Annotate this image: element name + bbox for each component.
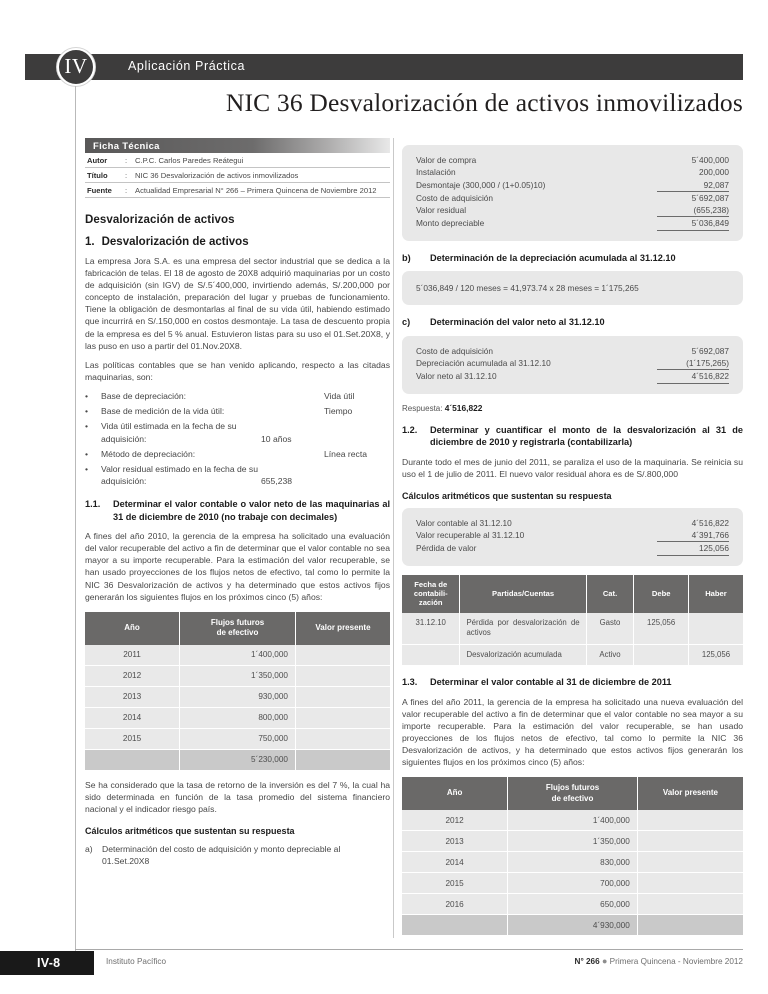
column-header-debe: Debe bbox=[634, 575, 689, 613]
ficha-key-autor: Autor bbox=[87, 155, 108, 165]
column-header-future-flows bbox=[180, 612, 296, 645]
cell-year: 2016 bbox=[402, 894, 508, 915]
column-header-present-value: Valor presente bbox=[637, 777, 743, 810]
table-row bbox=[85, 707, 390, 728]
bullet-dot-icon: • bbox=[85, 390, 89, 401]
item-b-letter: b) bbox=[402, 252, 411, 263]
policy-value: Tiempo bbox=[324, 406, 353, 417]
cell-pv bbox=[637, 873, 743, 894]
column-header-present-value: Valor presente bbox=[295, 612, 390, 645]
cell-partida: Desvalorización acumulada bbox=[460, 644, 586, 665]
calc-row bbox=[416, 357, 729, 370]
policy-value: Vida útil bbox=[324, 390, 355, 401]
page-number: IV-8 bbox=[37, 956, 61, 970]
table-row bbox=[402, 613, 743, 644]
net-value-box bbox=[402, 336, 743, 394]
calc-value: 4´391,766 bbox=[657, 529, 729, 542]
footer-issue-period: Primera Quincena - Noviembre 2012 bbox=[609, 957, 743, 966]
calc-row bbox=[416, 154, 729, 166]
depreciation-formula-box bbox=[402, 271, 743, 305]
calc-row bbox=[416, 217, 729, 230]
section-1-number: 1. bbox=[85, 236, 95, 248]
policies-list bbox=[85, 390, 390, 487]
item-a-letter: a) bbox=[85, 844, 93, 855]
page-title: NIC 36 Desvalorización de activos inmovilizados bbox=[225, 88, 743, 117]
item-b-text: Determinación de la depreciación acumulada al 31.12.10 bbox=[430, 252, 676, 263]
cell-flow: 1´350,000 bbox=[180, 665, 296, 686]
list-item bbox=[85, 463, 390, 487]
cell-fecha bbox=[402, 644, 460, 665]
question-1-3-heading bbox=[402, 676, 743, 688]
section-header-bar bbox=[25, 54, 743, 80]
question-1-3-number: 1.3. bbox=[402, 677, 418, 688]
cell-total-pv bbox=[295, 749, 390, 770]
cell-total-year bbox=[402, 915, 508, 936]
ficha-sep-titulo: : bbox=[125, 170, 128, 180]
cash-flow-table-2012-2016 bbox=[402, 777, 743, 935]
calc-value: (1´175,265) bbox=[657, 357, 729, 370]
respuesta-value: 4´516,822 bbox=[444, 402, 483, 413]
calc-label: Desmontaje (300,000 / (1+0.05)10) bbox=[416, 179, 546, 190]
calc-value: 4´516,822 bbox=[691, 517, 729, 528]
cell-total-flow: 5´230,000 bbox=[180, 749, 296, 770]
respuesta-label: Respuesta: bbox=[402, 403, 443, 413]
header-line-2: de efectivo bbox=[216, 628, 259, 638]
column-header-cat: Cat. bbox=[586, 575, 634, 613]
calc-label: Costo de adquisición bbox=[416, 192, 494, 203]
cell-total-flow: 4´930,000 bbox=[508, 915, 638, 936]
table-row bbox=[402, 831, 743, 852]
cell-year: 2015 bbox=[402, 873, 508, 894]
calc-value: 200,000 bbox=[699, 167, 729, 178]
impairment-loss-box bbox=[402, 508, 743, 566]
calc-value: 125,056 bbox=[657, 542, 729, 555]
header-line-1: Flujos futuros bbox=[545, 783, 600, 793]
column-header-haber: Haber bbox=[688, 575, 743, 613]
column-header-future-flows bbox=[508, 777, 638, 810]
header-line-3: zación bbox=[418, 598, 443, 608]
list-item bbox=[85, 405, 390, 417]
cell-total-pv bbox=[637, 915, 743, 936]
calc-label: Depreciación acumulada al 31.12.10 bbox=[416, 358, 551, 369]
cell-pv bbox=[295, 728, 390, 749]
table-row bbox=[402, 852, 743, 873]
ficha-tecnica-box bbox=[85, 138, 390, 198]
cell-flow: 800,000 bbox=[180, 707, 296, 728]
question-1-3-text: Determinar el valor contable al 31 de diciembre de 2011 bbox=[430, 677, 672, 688]
cell-flow: 1´400,000 bbox=[508, 810, 638, 831]
cell-year: 2011 bbox=[85, 645, 180, 666]
list-item bbox=[85, 448, 390, 460]
footer-issue-info bbox=[575, 956, 743, 966]
cell-partida: Pérdida por desvalorización de activos bbox=[460, 613, 586, 644]
question-1-1-number: 1.1. bbox=[85, 499, 101, 510]
calc-value: 4´516,822 bbox=[657, 370, 729, 383]
cell-fecha: 31.12.10 bbox=[402, 613, 460, 644]
cell-year: 2014 bbox=[85, 707, 180, 728]
calc-label: Valor contable al 31.12.10 bbox=[416, 517, 512, 528]
cell-flow: 1´400,000 bbox=[180, 645, 296, 666]
ficha-sep-fuente: : bbox=[125, 185, 128, 195]
cell-year: 2013 bbox=[85, 686, 180, 707]
ficha-tecnica-title: Ficha Técnica bbox=[85, 138, 390, 153]
column-header-year: Año bbox=[85, 612, 180, 645]
cell-pv bbox=[295, 707, 390, 728]
calc-label: Valor de compra bbox=[416, 155, 477, 165]
question-1-2-number: 1.2. bbox=[402, 424, 418, 435]
policy-label: Valor residual estimado en la fecha de su adquisición: bbox=[101, 463, 259, 487]
table-row bbox=[402, 894, 743, 915]
section-number-badge: IV bbox=[57, 48, 95, 86]
left-margin-rule bbox=[75, 86, 76, 951]
left-column bbox=[85, 138, 390, 871]
cell-flow: 830,000 bbox=[508, 852, 638, 873]
table-header-row bbox=[85, 612, 390, 645]
calc-row bbox=[416, 192, 729, 204]
calc-row bbox=[416, 529, 729, 542]
ficha-value-fuente: Actualidad Empresarial N° 266 – Primera Quincena de Noviembre 2012 bbox=[135, 185, 377, 195]
paragraph-return-rate: Se ha considerado que la tasa de retorno de la inversión es del 7 %, la cual ha sido determinada en función de la tasa promedio del sistema financiero nacional y el indicador riesgo país. bbox=[85, 779, 390, 814]
cell-flow: 700,000 bbox=[508, 873, 638, 894]
item-c-letter: c) bbox=[402, 317, 411, 328]
article-heading: Desvalorización de activos bbox=[85, 214, 235, 226]
calc-value: 5´036,849 bbox=[657, 217, 729, 230]
policy-value: 655,238 bbox=[261, 476, 293, 487]
cell-year: 2012 bbox=[402, 810, 508, 831]
table-row bbox=[402, 644, 743, 665]
cell-pv bbox=[637, 852, 743, 873]
table-row bbox=[402, 873, 743, 894]
cell-pv bbox=[295, 645, 390, 666]
column-header-fecha bbox=[402, 575, 460, 613]
header-line-1: Flujos futuros bbox=[210, 617, 265, 627]
policy-label: Método de depreciación: bbox=[101, 448, 196, 459]
item-b-heading bbox=[402, 252, 743, 264]
ficha-value-titulo: NIC 36 Desvalorización de activos inmovilizados bbox=[135, 170, 299, 180]
bullet-dot-icon: • bbox=[85, 421, 89, 432]
calc-label: Costo de adquisición bbox=[416, 345, 494, 356]
cell-total-year bbox=[85, 749, 180, 770]
column-header-year: Año bbox=[402, 777, 508, 810]
cell-debe: 125,056 bbox=[634, 613, 689, 644]
acquisition-cost-box bbox=[402, 145, 743, 241]
cell-year: 2012 bbox=[85, 665, 180, 686]
cell-haber bbox=[688, 613, 743, 644]
cell-year: 2015 bbox=[85, 728, 180, 749]
cell-year: 2014 bbox=[402, 852, 508, 873]
list-item bbox=[85, 420, 390, 444]
item-c-heading bbox=[402, 316, 743, 328]
policy-value: Línea recta bbox=[324, 448, 367, 459]
cell-pv bbox=[295, 665, 390, 686]
paragraph-policies-intro: Las políticas contables que se han venido aplicando, respecto a las citadas maquinarias, son: bbox=[85, 359, 390, 382]
footer-publisher: Instituto Pacífico bbox=[106, 957, 167, 966]
calc-row bbox=[416, 204, 729, 217]
section-1-heading bbox=[85, 236, 390, 248]
policy-label: Base de depreciación: bbox=[101, 390, 187, 401]
table-header-row bbox=[402, 777, 743, 810]
table-row bbox=[85, 645, 390, 666]
table-row bbox=[85, 728, 390, 749]
ficha-value-autor: C.P.C. Carlos Paredes Reátegui bbox=[135, 155, 244, 165]
ficha-sep-autor: : bbox=[125, 155, 128, 165]
footer-separator-dot-icon: ● bbox=[601, 956, 608, 966]
calc-row bbox=[416, 166, 729, 178]
table-row bbox=[85, 665, 390, 686]
cell-pv bbox=[637, 831, 743, 852]
calc-row bbox=[416, 345, 729, 357]
cell-flow: 930,000 bbox=[180, 686, 296, 707]
cell-flow: 1´350,000 bbox=[508, 831, 638, 852]
cell-cat: Gasto bbox=[586, 613, 634, 644]
calc-row bbox=[416, 542, 729, 555]
bullet-dot-icon: • bbox=[85, 448, 89, 459]
cell-pv bbox=[295, 686, 390, 707]
section-1-title: Desvalorización de activos bbox=[101, 236, 249, 248]
policy-label: Base de medición de la vida útil: bbox=[101, 406, 225, 417]
policy-label: Vida útil estimada en la fecha de su adquisición: bbox=[101, 421, 237, 444]
calc-value: 92,087 bbox=[657, 179, 729, 192]
calc-label: Valor neto al 31.12.10 bbox=[416, 371, 497, 382]
policy-value: 10 años bbox=[261, 433, 292, 444]
calc-value: 5´692,087 bbox=[691, 345, 729, 356]
calc-heading-right: Cálculos aritméticos que sustentan su respuesta bbox=[402, 490, 612, 501]
table-total-row bbox=[85, 749, 390, 770]
table-total-row bbox=[402, 915, 743, 936]
paragraph-intro: La empresa Jora S.A. es una empresa del sector industrial que se dedica a la fabricación de telas. El 18 de agosto de 20X8 adquirió maquinarias por un costo de adquisición (sin IGV) de S/.5´400,000, invirtiendo además, S/.200,000 por concepto de instalación, preparación del lugar y pruebas de funcionamiento. Tiene la obligación de desmontarlas al final de su vida útil, habiendo estimado que incurrirá en S/.150,000 en costos desmontaje. La tasa de descuento propia de la empresa es del 5 % anual. Estuvieron listas para su uso el 01.Set.20X8, y las puso en uso a partir del 01.Nov.20X8. bbox=[85, 256, 390, 351]
right-column bbox=[402, 138, 743, 944]
table-row bbox=[402, 810, 743, 831]
cell-year: 2013 bbox=[402, 831, 508, 852]
footer-rule bbox=[75, 949, 743, 950]
ficha-key-titulo: Título bbox=[87, 170, 108, 180]
section-label: Aplicación Práctica bbox=[128, 59, 246, 73]
calc-row bbox=[416, 179, 729, 192]
page-number-tab bbox=[0, 951, 94, 975]
calc-label: Valor residual bbox=[416, 205, 467, 216]
question-1-1-heading bbox=[85, 498, 390, 523]
list-item bbox=[85, 390, 390, 402]
bullet-dot-icon: • bbox=[85, 406, 89, 417]
cell-pv bbox=[637, 810, 743, 831]
table-header-row bbox=[402, 575, 743, 613]
header-line-2: de efectivo bbox=[551, 793, 594, 803]
cell-flow: 750,000 bbox=[180, 728, 296, 749]
ficha-row-autor bbox=[85, 153, 390, 168]
question-1-2-heading bbox=[402, 424, 743, 449]
question-1-1-text: Determinar el valor contable o valor neto de las maquinarias al 31 de diciembre de 2010 (no trabaje con decimales) bbox=[113, 499, 390, 522]
header-line-1: Fecha de bbox=[414, 579, 448, 589]
ficha-row-titulo bbox=[85, 168, 390, 183]
cash-flow-table-2011-2015 bbox=[85, 612, 390, 770]
calc-value: 5´692,087 bbox=[691, 192, 729, 203]
calc-label: Instalación bbox=[416, 167, 456, 178]
cell-haber: 125,056 bbox=[688, 644, 743, 665]
cell-flow: 650,000 bbox=[508, 894, 638, 915]
item-a-text: Determinación del costo de adquisición y monto depreciable al 01.Set.20X8 bbox=[102, 844, 341, 867]
question-1-2-text: Determinar y cuantificar el monto de la desvalorización al 31 de diciembre de 2010 y registrarla (contabilizarla) bbox=[430, 424, 743, 448]
ficha-row-fuente bbox=[85, 183, 390, 198]
cell-pv bbox=[637, 894, 743, 915]
bullet-dot-icon: • bbox=[85, 463, 89, 474]
item-a bbox=[85, 843, 390, 867]
calc-heading-left: Cálculos aritméticos que sustentan su respuesta bbox=[85, 826, 295, 837]
calc-row bbox=[416, 517, 729, 529]
cell-debe bbox=[634, 644, 689, 665]
depreciation-formula: 5´036,849 / 120 meses = 41,973.74 x 28 meses = 1´175,265 bbox=[416, 283, 639, 294]
paragraph-2010-evaluation: A fines del año 2010, la gerencia de la empresa ha solicitado una evaluación del valor recuperable del activo a fin de determinar que el valor contable no sea mayor a su importe recuperable. Para la estimación del valor recuperable, se han usado proyecciones de los flujos netos de efectivo, tal como lo permite la NIC 36 Desvalorización de activos y ha determinado que estos activos fijos generarán los siguientes flujos en los próximos cinco (5) años: bbox=[85, 531, 390, 602]
respuesta-line bbox=[402, 403, 743, 413]
column-header-partidas: Partidas/Cuentas bbox=[460, 575, 586, 613]
calc-label: Monto depreciable bbox=[416, 218, 485, 229]
ficha-key-fuente: Fuente bbox=[87, 185, 112, 195]
calc-value: 5´400,000 bbox=[691, 155, 729, 165]
footer-issue-number: N° 266 bbox=[574, 957, 600, 966]
journal-entry-table bbox=[402, 575, 743, 665]
header-line-2: contabili- bbox=[413, 589, 448, 599]
paragraph-2011-evaluation: A fines del año 2011, la gerencia de la empresa ha solicitado una nueva evaluación del valor recuperable del activo a fin de determinar que el valor contable no sea mayor a su importe recuperable. Para la estimación del valor recuperable, se han usado proyecciones de los flujos netos de efectivo, tal como lo permite la NIC 36 Desvalorización de activos, y ha determinado que estos activos fijos generarán los siguientes flujos en los próximos cinco (5) años: bbox=[402, 696, 743, 767]
calc-label: Valor recuperable al 31.12.10 bbox=[416, 530, 525, 541]
table-row bbox=[85, 686, 390, 707]
item-c-text: Determinación del valor neto al 31.12.10 bbox=[430, 317, 605, 328]
paragraph-2011-paralysis: Durante todo el mes de junio del 2011, se paraliza el uso de la maquinaria. Se reinicia su uso el 1 de julio de 2011. El nuevo valor residual ahora es de S/.800,000 bbox=[402, 456, 743, 479]
column-divider bbox=[393, 138, 394, 938]
calc-row bbox=[416, 370, 729, 383]
cell-cat: Activo bbox=[586, 644, 634, 665]
calc-value: (655,238) bbox=[657, 204, 729, 217]
calc-label: Pérdida de valor bbox=[416, 543, 477, 554]
